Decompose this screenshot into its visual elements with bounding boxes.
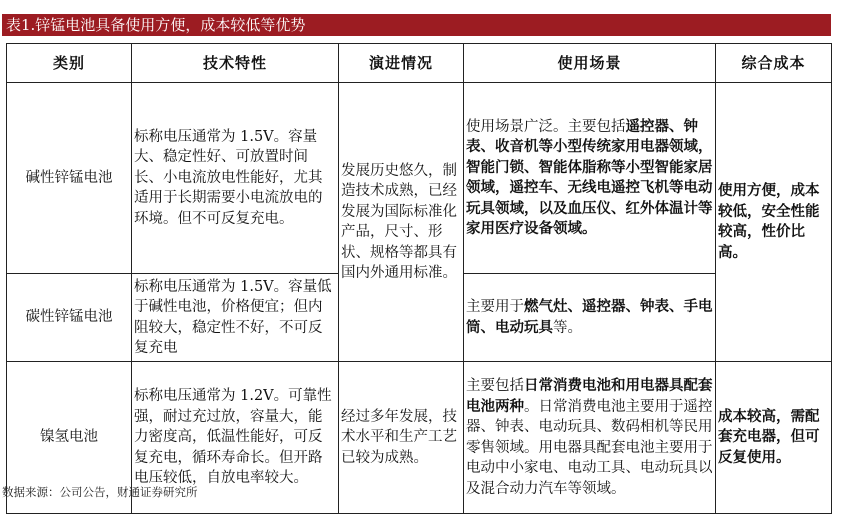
scene-cell [464,274,716,362]
scene-text: 等。 [553,319,582,336]
cost-cell: 使用方便，成本较低，安全性能较高，性价比高。 [716,83,832,362]
header-scene: 使用场景 [464,44,716,83]
category-cell: 镍氢电池 [7,362,132,514]
tech-cell: 标称电压通常为 1.5V。容量大、稳定性好、可放置时间长、小电流放电性能好，尤其适用于长期需要小电流放电的环境。但不可反复充电。 [132,83,339,274]
header-tech: 技术特性 [132,44,339,83]
tech-cell: 标称电压通常为 1.2V。可靠性强，耐过充过放，容量大，能力密度高，低温性能好，可反复充电，循环寿命长。但开路电压较低，自放电率较大。 [132,362,339,514]
tech-cell: 标称电压通常为 1.5V。容量低于碱性电池，价格便宜；但内阻较大，稳定性不好，不可反复充电 [132,274,339,362]
evolution-cell: 发展历史悠久，制造技术成熟，已经发展为国际标准化产品，尺寸、形状、规格等都具有国内外通用标准。 [339,83,464,362]
scene-highlight: 燃气灶、遥控器、钟表、手电筒、电动玩具 [466,298,713,336]
table-row [7,83,832,274]
category-cell: 碱性锌锰电池 [7,83,132,274]
scene-text: 主要用于 [466,299,524,315]
header-category: 类别 [7,44,132,83]
scene-text: 使用场景广泛。主要包括 [466,118,626,135]
header-row [7,44,832,83]
scene-text: 主要包括 [466,378,524,394]
cost-cell: 成本较高，需配套充电器，但可反复使用。 [716,362,832,514]
comparison-table [6,43,832,514]
category-cell: 碳性锌锰电池 [7,274,132,362]
scene-highlight: 遥控器、钟表、收音机等小型传统家用电器领域，智能门锁、智能体脂称等小型智能家居领域，遥控车、无线电遥控飞机等电动玩具领域，以及血压仪、红外体温计等家用医疗设备领域。 [466,117,713,237]
header-cost: 综合成本 [716,44,832,83]
scene-cell [464,362,716,514]
evolution-cell: 经过多年发展，技术水平和生产工艺已较为成熟。 [339,362,464,514]
scene-text: 。日常消费电池主要用于遥控器、钟表、电动玩具、数码相机等民用零售领域。用电器具配套电池主要用于电动中小家电、电动工具、电动玩具以及混合动力汽车等领域。 [466,398,713,497]
header-evolution: 演进情况 [339,44,464,83]
source-note: 数据来源：公司公告，财通证券研究所 [2,485,198,499]
scene-cell [464,83,716,274]
scene-highlight: 日常消费电池和用电器具配套电池两种 [466,377,713,415]
table-title: 表1.锌锰电池具备使用方便，成本较低等优势 [2,14,831,36]
